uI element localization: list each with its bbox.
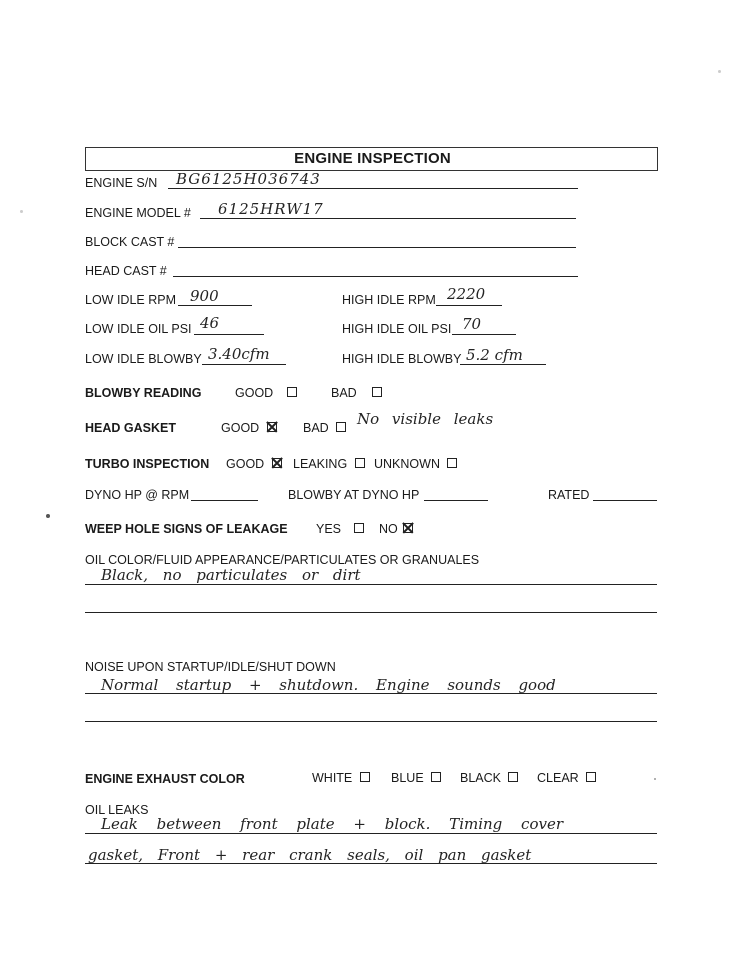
- low-idle-rpm-value[interactable]: 900: [190, 287, 219, 305]
- option-label: BLACK: [460, 771, 501, 785]
- head-gasket-note[interactable]: No visible leaks: [357, 410, 494, 428]
- engine-model-label: ENGINE MODEL #: [85, 206, 191, 220]
- option-label: YES: [316, 522, 342, 536]
- option-label: GOOD: [226, 457, 265, 471]
- oil-leaks-line1-value[interactable]: Leak between front plate + block. Timing cover: [101, 815, 563, 833]
- dyno-hp-line: [191, 500, 258, 501]
- dyno-hp-label: DYNO HP @ RPM: [85, 488, 190, 502]
- noise-line1: [85, 693, 657, 694]
- scan-speck: [718, 70, 721, 73]
- turbo-leaking-option[interactable]: [293, 456, 365, 472]
- exhaust-white-option[interactable]: [312, 770, 370, 786]
- option-label: NO: [379, 522, 398, 536]
- block-cast-label: BLOCK CAST #: [85, 235, 175, 249]
- option-label: CLEAR: [537, 771, 579, 785]
- low-idle-blowby-label: LOW IDLE BLOWBY: [85, 352, 202, 366]
- weep-hole-yes-option[interactable]: [316, 521, 364, 537]
- oil-color-line1-value[interactable]: Black, no particulates or dirt: [101, 566, 361, 584]
- low-idle-oil-psi-label: LOW IDLE OIL PSI: [85, 322, 192, 336]
- high-idle-oil-psi-line: [452, 334, 516, 335]
- oil-color-label: OIL COLOR/FLUID APPEARANCE/PARTICULATES OR GRANUALES: [85, 553, 480, 567]
- checkbox-icon[interactable]: [586, 772, 596, 782]
- high-idle-rpm-label: HIGH IDLE RPM: [342, 293, 436, 307]
- checkbox-icon[interactable]: [287, 387, 297, 397]
- option-label: GOOD: [221, 421, 260, 435]
- checkbox-icon[interactable]: [447, 458, 457, 468]
- noise-line1-value[interactable]: Normal startup + shutdown. Engine sounds good: [101, 676, 556, 694]
- engine-sn-label: ENGINE S/N: [85, 176, 158, 190]
- block-cast-line: [178, 247, 576, 248]
- scan-speck: [46, 514, 50, 518]
- low-idle-blowby-line: [202, 364, 286, 365]
- option-label: BLUE: [391, 771, 424, 785]
- high-idle-rpm-value[interactable]: 2220: [447, 285, 486, 303]
- checked-checkbox-icon[interactable]: [267, 422, 277, 432]
- turbo-unknown-option[interactable]: [374, 456, 457, 472]
- turbo-inspection-label: TURBO INSPECTION: [85, 457, 210, 471]
- rated-label: RATED: [548, 488, 590, 502]
- weep-hole-no-option[interactable]: [379, 521, 413, 537]
- blowby-reading-good-option[interactable]: [235, 385, 297, 401]
- low-idle-oil-psi-value[interactable]: 46: [200, 314, 220, 332]
- checkbox-icon[interactable]: [360, 772, 370, 782]
- high-idle-blowby-label: HIGH IDLE BLOWBY: [342, 352, 462, 366]
- blowby-reading-label: BLOWBY READING: [85, 386, 202, 400]
- head-cast-line: [173, 276, 578, 277]
- engine-sn-line: [168, 188, 578, 189]
- blowby-reading-bad-option[interactable]: [331, 385, 382, 401]
- low-idle-blowby-value[interactable]: 3.40cfm: [208, 345, 270, 363]
- checked-checkbox-icon[interactable]: [272, 458, 282, 468]
- high-idle-rpm-line: [436, 305, 502, 306]
- option-label: WHITE: [312, 771, 353, 785]
- checkbox-icon[interactable]: [372, 387, 382, 397]
- exhaust-blue-option[interactable]: [391, 770, 441, 786]
- turbo-good-option[interactable]: [226, 456, 282, 472]
- form-title: ENGINE INSPECTION: [294, 150, 451, 167]
- high-idle-oil-psi-label: HIGH IDLE OIL PSI: [342, 322, 452, 336]
- oil-leaks-line2: [85, 863, 657, 864]
- oil-leaks-line1: [85, 833, 657, 834]
- option-label: BAD: [331, 386, 357, 400]
- option-label: LEAKING: [293, 457, 348, 471]
- checkbox-icon[interactable]: [508, 772, 518, 782]
- low-idle-rpm-label: LOW IDLE RPM: [85, 293, 176, 307]
- exhaust-black-option[interactable]: [460, 770, 518, 786]
- oil-leaks-label: OIL LEAKS: [85, 803, 149, 817]
- head-gasket-good-option[interactable]: [221, 420, 277, 436]
- option-label: UNKNOWN: [374, 457, 440, 471]
- low-idle-rpm-line: [178, 305, 252, 306]
- option-label: GOOD: [235, 386, 274, 400]
- noise-label: NOISE UPON STARTUP/IDLE/SHUT DOWN: [85, 660, 336, 674]
- exhaust-clear-option[interactable]: [537, 770, 596, 786]
- oil-leaks-line2-value[interactable]: gasket, Front + rear crank seals, oil pan gasket: [88, 846, 532, 864]
- head-gasket-bad-option[interactable]: [303, 420, 346, 436]
- scan-speck: [20, 210, 23, 213]
- option-label: BAD: [303, 421, 329, 435]
- checkbox-icon[interactable]: [431, 772, 441, 782]
- high-idle-blowby-value[interactable]: 5.2 cfm: [466, 346, 523, 364]
- scan-speck: [654, 778, 656, 780]
- rated-line: [593, 500, 657, 501]
- head-cast-label: HEAD CAST #: [85, 264, 167, 278]
- oil-color-line2: [85, 612, 657, 613]
- checkbox-icon[interactable]: [336, 422, 346, 432]
- high-idle-blowby-line: [460, 364, 546, 365]
- blowby-at-dyno-label: BLOWBY AT DYNO HP: [288, 488, 420, 502]
- weep-hole-label: WEEP HOLE SIGNS OF LEAKAGE: [85, 522, 288, 536]
- high-idle-oil-psi-value[interactable]: 70: [462, 315, 482, 333]
- low-idle-oil-psi-line: [194, 334, 264, 335]
- head-gasket-label: HEAD GASKET: [85, 421, 176, 435]
- noise-line2: [85, 721, 657, 722]
- engine-model-line: [200, 218, 576, 219]
- engine-sn-value[interactable]: BG6125H036743: [176, 170, 321, 188]
- checkbox-icon[interactable]: [354, 523, 364, 533]
- exhaust-color-label: ENGINE EXHAUST COLOR: [85, 772, 245, 786]
- engine-model-value[interactable]: 6125HRW17: [218, 200, 324, 218]
- checked-checkbox-icon[interactable]: [403, 523, 413, 533]
- blowby-at-dyno-line: [424, 500, 488, 501]
- checkbox-icon[interactable]: [355, 458, 365, 468]
- oil-color-line1: [85, 584, 657, 585]
